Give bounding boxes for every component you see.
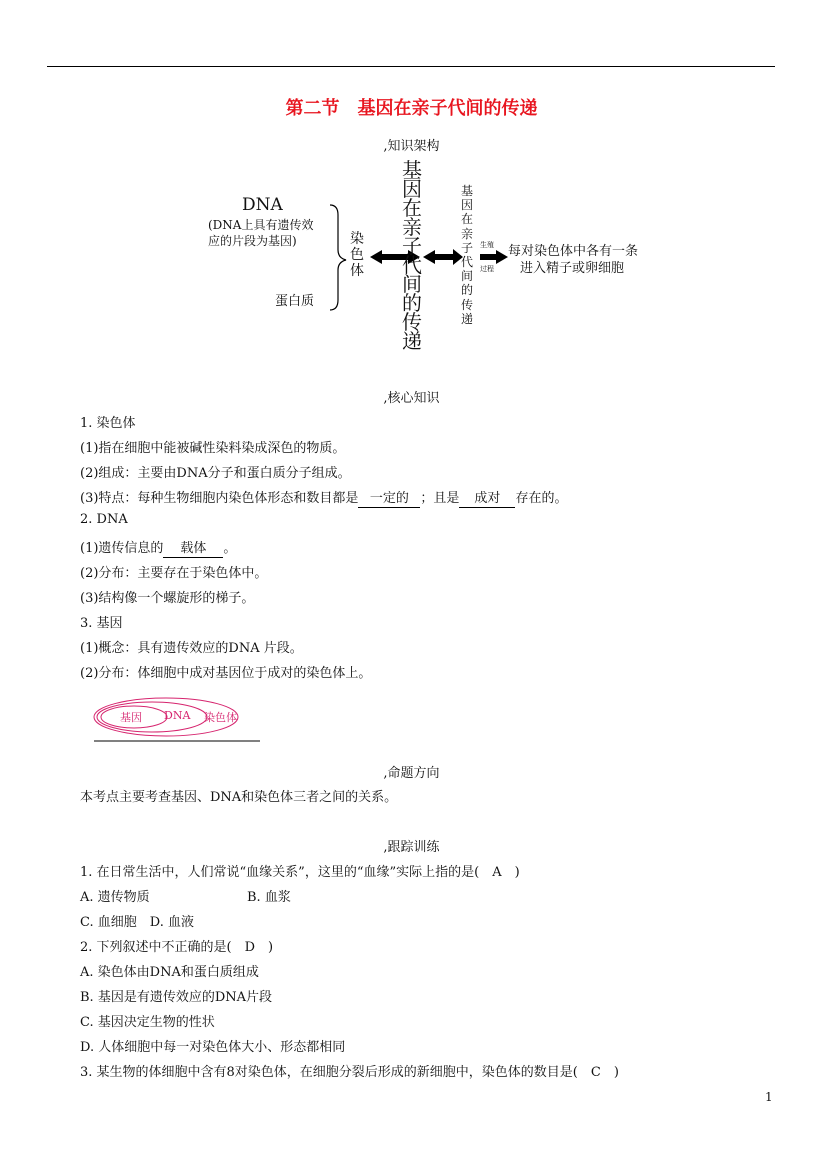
core-line: (1)指在细胞中能被碱性染料染成深色的物质。	[80, 441, 346, 456]
question-1: 1. 在日常生活中，人们常说“血缘关系”，这里的“血缘”实际上指的是( A )	[80, 865, 520, 880]
core-line: (2)分布：体细胞中成对基因位于成对的染色体上。	[80, 666, 372, 681]
diagram-right-char: 在	[460, 212, 473, 227]
core-line: (2)组成：主要由DNA分子和蛋白质分子组成。	[80, 466, 351, 481]
header-rule	[47, 66, 775, 67]
page-number: 1	[765, 1090, 773, 1104]
question-2: 2. 下列叙述中不正确的是( D )	[80, 940, 274, 955]
oval-dna-label: DNA	[164, 709, 191, 722]
diagram-right-char: 基	[460, 184, 473, 198]
section-direction-heading: ,命题方向	[383, 766, 440, 781]
diagram-right-char: 亲	[460, 226, 473, 241]
title-section-number: 第二节	[285, 98, 340, 119]
diagram-dna-note-2: 应的片段为基因)	[208, 234, 297, 248]
question-option: C. 基因决定生物的性状	[80, 1015, 215, 1030]
diagram-right-char: 子	[460, 240, 473, 255]
diagram-center-char: 递	[402, 329, 422, 353]
diagram-result-line-2: 进入精子或卵细胞	[520, 261, 625, 276]
question-option: B. 基因是有遗传效应的DNA片段	[80, 990, 273, 1005]
question-3: 3. 某生物的体细胞中含有8对染色体，在细胞分裂后形成的新细胞中，染色体的数目是( C )	[80, 1065, 619, 1080]
diagram-right-char: 的	[460, 283, 473, 298]
section-training-heading: ,跟踪训练	[383, 840, 440, 855]
core-line: (1)概念：具有遗传效应的DNA 片段。	[80, 641, 303, 656]
question-option: D. 人体细胞中每一对染色体大小、形态都相同	[80, 1040, 346, 1055]
diagram-center-char: 代	[402, 253, 422, 277]
core-heading-1: 1. 染色体	[80, 416, 136, 431]
diagram-arrow-label-top: 生殖	[480, 241, 494, 249]
core-heading-3: 3. 基因	[80, 616, 123, 631]
core-line-fill	[80, 487, 567, 508]
core-text: 存在的。	[515, 491, 568, 506]
page-title	[0, 94, 823, 120]
core-line: (3)结构像一个螺旋形的梯子。	[80, 591, 255, 606]
answer-blank: 成对	[459, 491, 515, 508]
core-text: 。	[223, 541, 237, 556]
core-line: (2)分布：主要存在于染色体中。	[80, 566, 268, 581]
answer-blank: 一定的	[358, 491, 420, 508]
core-heading-2: 2. DNA	[80, 512, 128, 527]
diagram-right-char: 间	[460, 269, 473, 284]
diagram-center-char: 的	[402, 291, 422, 315]
diagram-center-char: 子	[402, 234, 422, 258]
diagram-right-char: 因	[460, 198, 473, 213]
diagram-dna-note-1: (DNA上具有遗传效	[208, 218, 314, 232]
question-option: A. 染色体由DNA和蛋白质组成	[80, 965, 259, 980]
diagram-chromosome-char: 体	[350, 263, 364, 279]
direction-text: 本考点主要考查基因、DNA和染色体三者之间的关系。	[80, 790, 398, 805]
title-text: 基因在亲子代间的传递	[357, 98, 538, 119]
diagram-chromosome-char: 色	[350, 247, 364, 263]
core-text: (1)遗传信息的	[80, 541, 164, 556]
diagram-center-char: 传	[402, 310, 422, 334]
diagram-right-char: 代	[460, 255, 473, 270]
diagram-center-char: 在	[402, 196, 422, 220]
diagram-chromosome-char: 染	[350, 231, 364, 247]
diagram-center-char: 间	[402, 272, 422, 296]
diagram-chromosome-vertical	[347, 231, 367, 279]
core-text: ；且是	[420, 491, 460, 506]
diagram-right-char: 传	[460, 297, 473, 312]
diagram-center-char: 基	[402, 158, 422, 182]
core-line-fill	[80, 537, 236, 558]
diagram-center-char: 因	[402, 177, 422, 201]
question-option: A. 遗传物质	[80, 890, 150, 905]
section-framework-heading: ,知识架构	[383, 139, 440, 154]
diagram-result-line-1: 每对染色体中各有一条	[508, 244, 639, 259]
oval-gene-label: 基因	[120, 711, 142, 724]
diagram-arrow-label-bottom: 过程	[480, 265, 494, 273]
diagram-right-char: 递	[460, 311, 473, 326]
core-text: (3)特点：每种生物细胞内染色体形态和数目都是	[80, 491, 359, 506]
oval-chromosome-label: 染色体	[204, 711, 237, 724]
diagram-right-vertical	[458, 184, 476, 326]
diagram-dna-label: DNA	[242, 195, 283, 215]
question-option: B. 血浆	[247, 890, 291, 905]
question-option: C. 血细胞 D. 血液	[80, 915, 194, 930]
diagram-center-char: 亲	[402, 215, 422, 239]
answer-blank: 载体	[163, 541, 223, 558]
diagram-center-vertical	[398, 158, 426, 353]
section-core-heading: ,核心知识	[383, 391, 440, 406]
diagram-protein-label: 蛋白质	[275, 294, 315, 309]
